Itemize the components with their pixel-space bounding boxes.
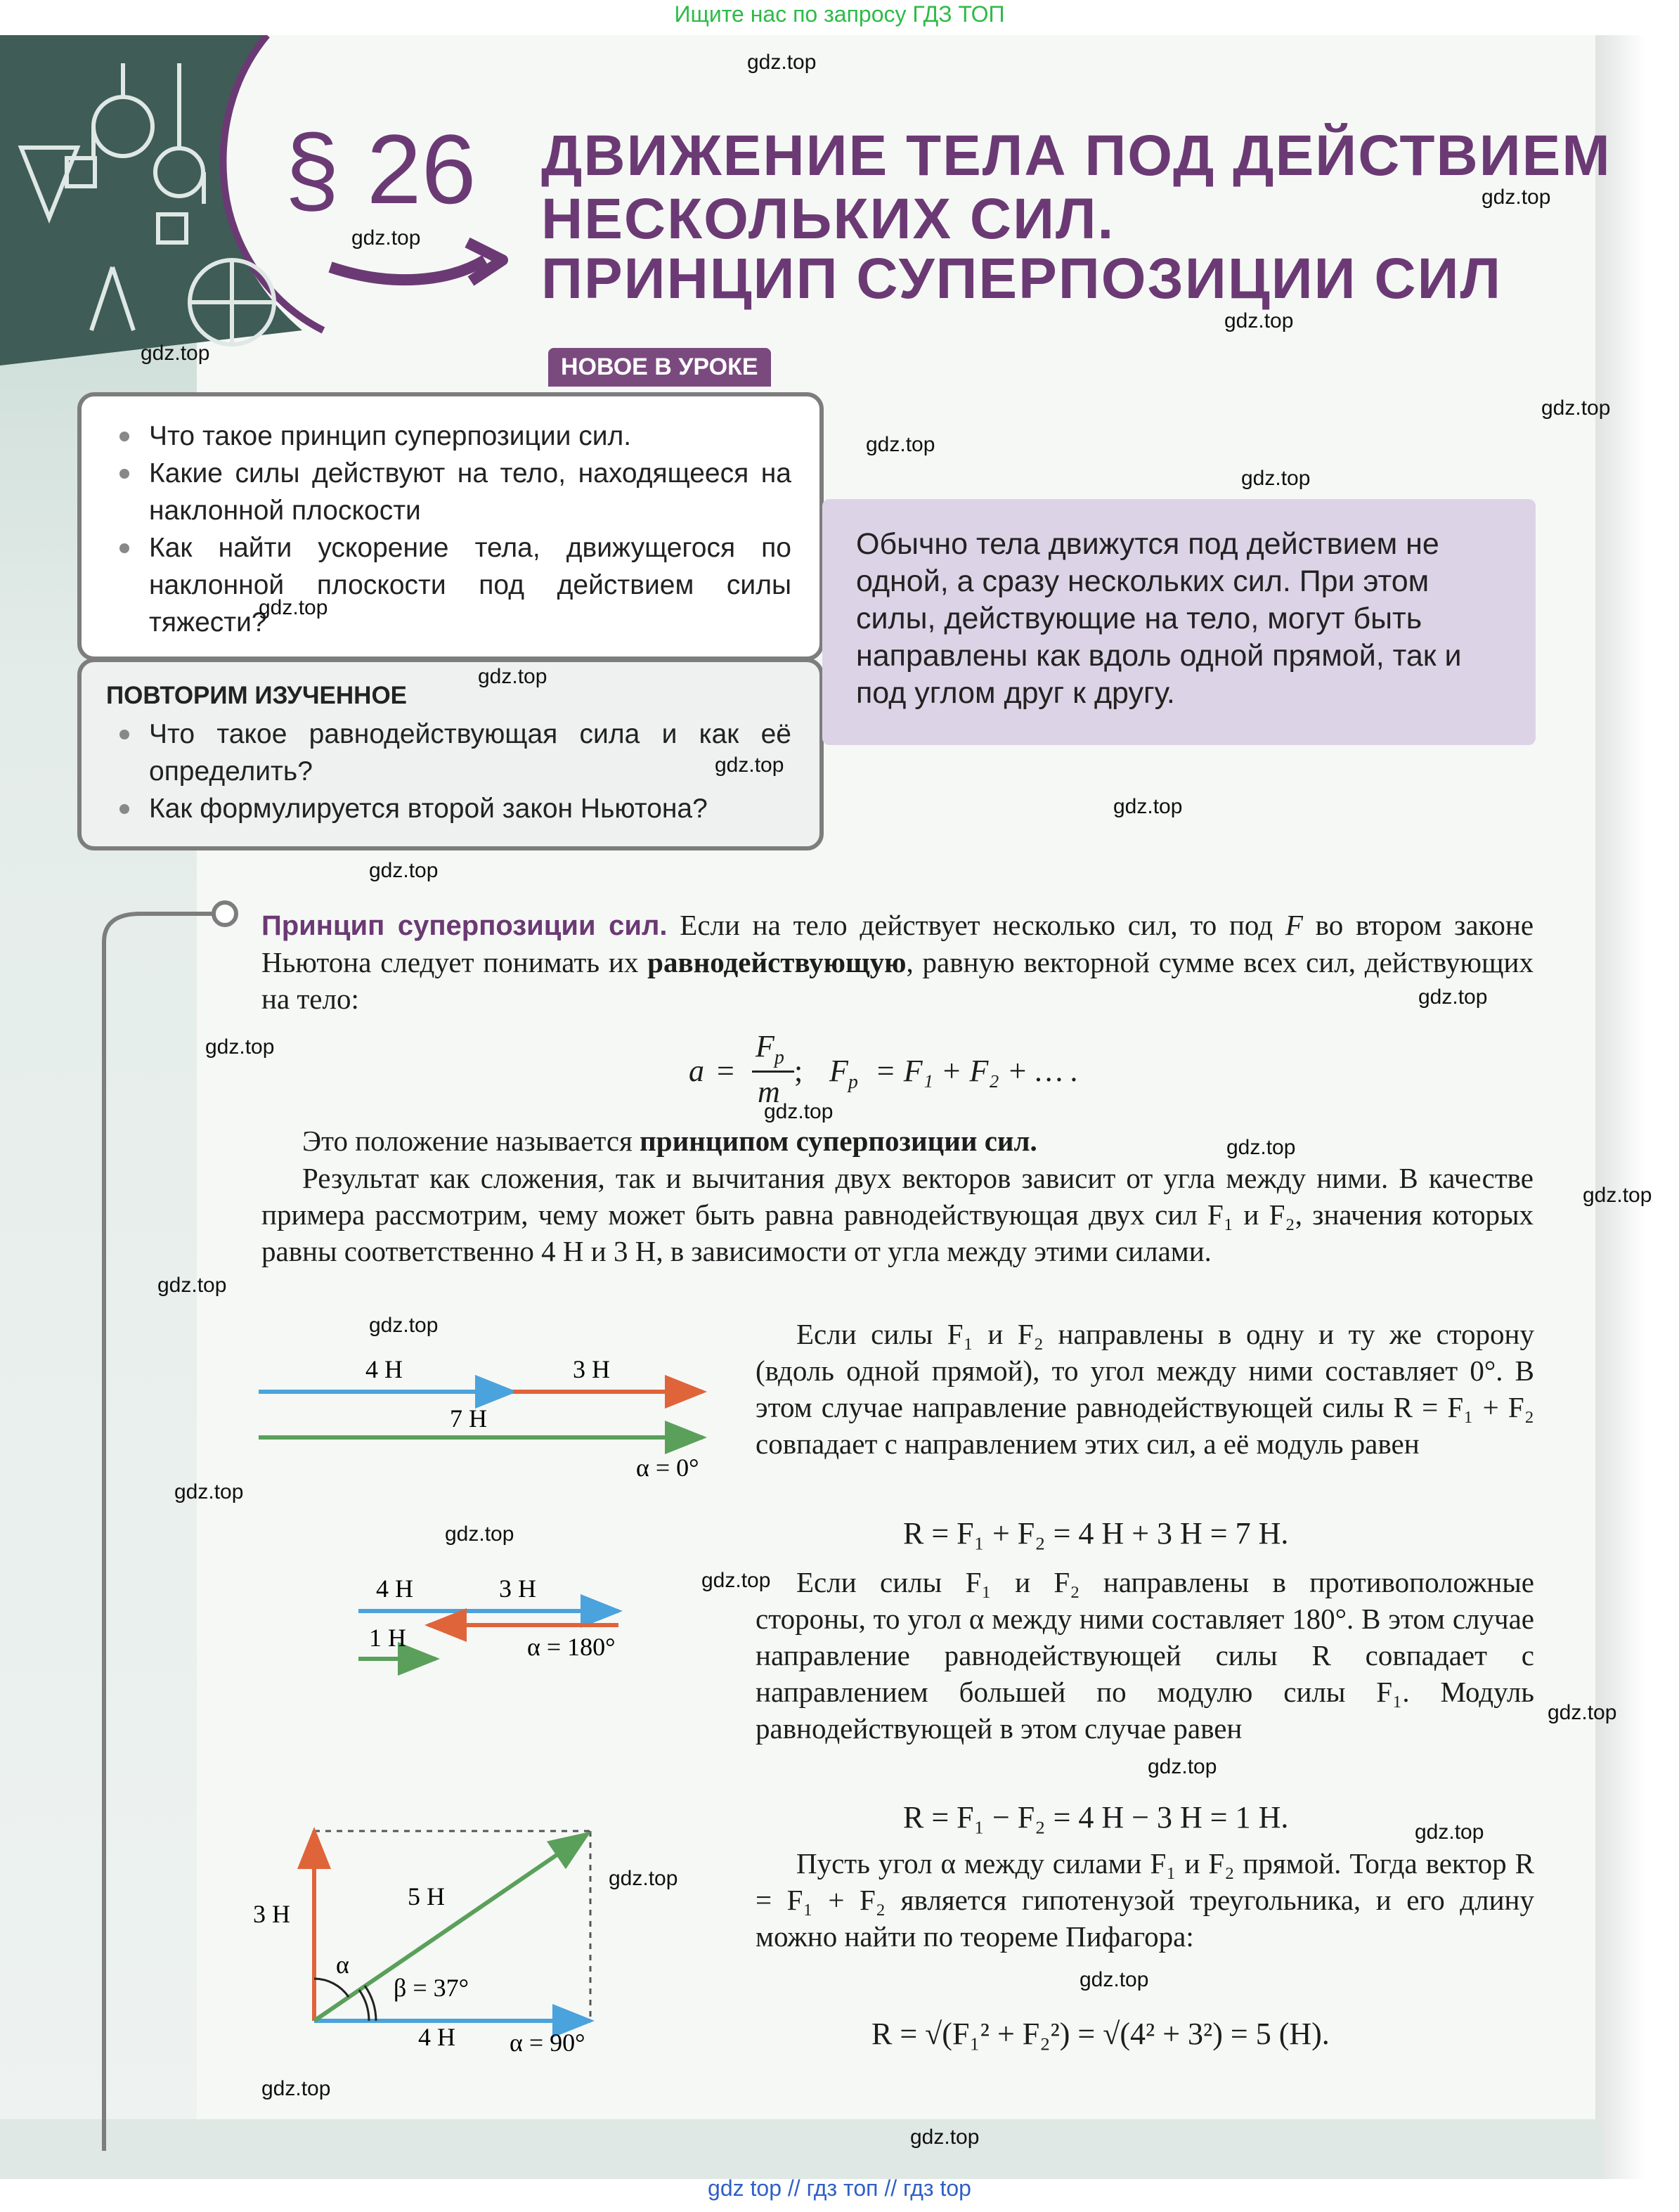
label-f1: 4 Н — [418, 2023, 455, 2051]
formula-num: $F_р$ — [756, 1029, 784, 1068]
bottom-links[interactable]: gdz top // гдз топ // гдз top — [708, 2175, 971, 2201]
vector-f: F — [1285, 909, 1303, 941]
list-item: Как найти ускорение тела, движущегося по наклонной плоскости под действием силы тяжести? — [82, 529, 791, 641]
section-connector — [98, 886, 246, 2151]
label-f1: 4 Н — [365, 1355, 403, 1383]
label-angle: α = 90° — [510, 2029, 585, 2057]
formula-a: a — [689, 1054, 704, 1088]
watermark: gdz.top — [445, 1522, 514, 1546]
watermark: gdz.top — [764, 1100, 834, 1123]
case90-paragraph: Пусть угол α между силами F₁ и F₂ прямой. Тогда вектор R = F₁ + F₂ является гипотенузой треугольника, и его длину можно найти по теореме Пифагора: — [756, 1847, 1534, 1953]
case90-formula: R = √(F₁² + F₂²) = √(4² + 3²) = 5 (Н). — [871, 2017, 1330, 2051]
label-f2: 3 Н — [253, 1900, 290, 1928]
case180-formula: R = F₁ − F₂ = 4 Н − 3 Н = 1 Н. — [903, 1800, 1289, 1835]
watermark: gdz.top — [478, 665, 547, 688]
label-r: 5 Н — [408, 1882, 445, 1910]
watermark: gdz.top — [1226, 1136, 1296, 1159]
list-item: Что такое равнодействующая сила и как её определить? — [82, 716, 791, 790]
watermark: gdz.top — [174, 1480, 244, 1503]
intro-box — [822, 499, 1536, 745]
watermark: gdz.top — [1418, 985, 1488, 1009]
title-line-1: ДВИЖЕНИЕ ТЕЛА ПОД ДЕЙСТВИЕМ — [541, 124, 1612, 188]
label-f2: 3 Н — [499, 1574, 536, 1603]
watermark: gdz.top — [1113, 795, 1183, 818]
review-list — [82, 716, 791, 827]
section-number: § 26 — [285, 114, 477, 224]
label-r: 1 Н — [369, 1624, 406, 1652]
label-angle: α = 180° — [527, 1633, 616, 1661]
beta-arc — [359, 1986, 376, 2021]
watermark: gdz.top — [1241, 467, 1311, 490]
diagram-angle-180 — [344, 1567, 661, 1680]
label-beta: β = 37° — [394, 1974, 469, 2002]
watermark: gdz.top — [1148, 1755, 1217, 1778]
list-item: Как формулируется второй закон Ньютона? — [82, 790, 791, 827]
watermark: gdz.top — [910, 2126, 980, 2149]
list-item: Что такое принцип суперпозиции сил. — [82, 418, 791, 455]
case0-formula: R = F₁ + F₂ = 4 Н + 3 Н = 7 Н. — [903, 1516, 1289, 1551]
alpha-arc — [314, 1979, 349, 1997]
formula-fp: $F_р$ — [829, 1054, 858, 1093]
principle-text-a: Если на тело действует несколько сил, то под — [680, 909, 1273, 941]
watermark: gdz.top — [351, 226, 421, 250]
title-line-2: НЕСКОЛЬКИХ СИЛ. — [541, 187, 1115, 251]
label-f1: 4 Н — [376, 1574, 413, 1603]
watermark: gdz.top — [1541, 396, 1611, 420]
watermark: gdz.top — [701, 1569, 771, 1592]
fraction-bar — [752, 1071, 794, 1073]
label-angle: α = 0° — [636, 1454, 699, 1482]
watermark: gdz.top — [261, 2077, 331, 2100]
formula-eq: = — [717, 1054, 734, 1088]
watermark: gdz.top — [1224, 309, 1294, 332]
new-in-lesson-list — [82, 418, 791, 641]
new-in-lesson-tag: НОВОЕ В УРОКЕ — [548, 348, 771, 387]
top-search-link[interactable]: Ищите нас по запросу ГДЗ ТОП — [674, 1, 1005, 27]
position-paragraph — [261, 1123, 1534, 1159]
result-paragraph: Результат как сложения, так и вычитания двух векторов зависит от угла между ними. В качестве примера рассмотрим, чему может быть равна равнодействующая двух сил F₁ и F₂, значения которых равны соответственно 4 Н и 3 Н, в зависимости от угла между этими силами. — [261, 1162, 1534, 1267]
principle-text-b: во втором законе Ньютона следует понимать их — [261, 909, 1534, 978]
review-heading: ПОВТОРИМ ИЗУЧЕННОЕ — [106, 682, 408, 709]
review-box — [77, 658, 824, 850]
watermark: gdz.top — [369, 859, 439, 882]
label-r: 7 Н — [450, 1404, 487, 1432]
label-alpha: α — [336, 1951, 349, 1979]
formula-semicolon: ; — [794, 1054, 803, 1088]
watermark: gdz.top — [609, 1867, 678, 1890]
watermark: gdz.top — [1583, 1184, 1652, 1207]
principle-heading: Принцип суперпозиции сил. — [261, 910, 668, 941]
principle-paragraph — [261, 907, 1534, 1017]
title-line-3: ПРИНЦИП СУПЕРПОЗИЦИИ СИЛ — [541, 247, 1503, 311]
watermark: gdz.top — [866, 433, 935, 456]
watermark: gdz.top — [1482, 186, 1551, 209]
position-bold: принципом суперпозиции сил. — [640, 1125, 1037, 1157]
watermark: gdz.top — [715, 753, 784, 777]
watermark: gdz.top — [1080, 1968, 1149, 1991]
watermark: gdz.top — [259, 596, 328, 619]
diagram-angle-0 — [253, 1346, 731, 1487]
watermark: gdz.top — [1415, 1820, 1484, 1844]
formula-rest: = F₁ + F₂ + … . — [875, 1054, 1079, 1088]
case0-paragraph: Если силы F₁ и F₂ направлены в одну и ту же сторону (вдоль одной прямой), то угол между ними составляет 0°. В этом случае направление равнодействующей силы R = F₁ + F₂ совпадает с направлением этих сил, а её модуль равен — [756, 1318, 1534, 1460]
case180-paragraph: Если силы F₁ и F₂ направлены в противоположные стороны, то угол α между ними составляет 180°. В этом случае направление равнодействующей силы R совпадает с направлением большей по модулю силы F₁. Модуль равнодействующей в этом случае равен — [756, 1566, 1534, 1745]
label-f2: 3 Н — [573, 1355, 610, 1383]
watermark: gdz.top — [141, 342, 210, 365]
position-prefix: Это положение называется — [302, 1125, 633, 1157]
watermark: gdz.top — [205, 1035, 275, 1059]
watermark: gdz.top — [1548, 1701, 1617, 1724]
list-item: Какие силы действуют на тело, находящееся на наклонной плоскости — [82, 455, 791, 529]
formula-den: m — [758, 1075, 780, 1109]
new-in-lesson-box — [77, 392, 824, 661]
watermark: gdz.top — [369, 1314, 439, 1337]
page-edge — [1595, 35, 1679, 2179]
watermark: gdz.top — [747, 51, 817, 74]
principle-text-c: , равную векторной сумме всех сил, действующих на тело: — [261, 946, 1534, 1015]
principle-bold-word: равнодействующую — [647, 946, 907, 978]
intro-text: Обычно тела движутся под действием не одной, а сразу нескольких сил. При этом силы, действующие на тело, могут быть направлены как вдоль одной прямой, так и под углом друг к другу. — [856, 527, 1462, 710]
watermark: gdz.top — [157, 1274, 227, 1297]
diagram-angle-90 — [246, 1810, 618, 2063]
